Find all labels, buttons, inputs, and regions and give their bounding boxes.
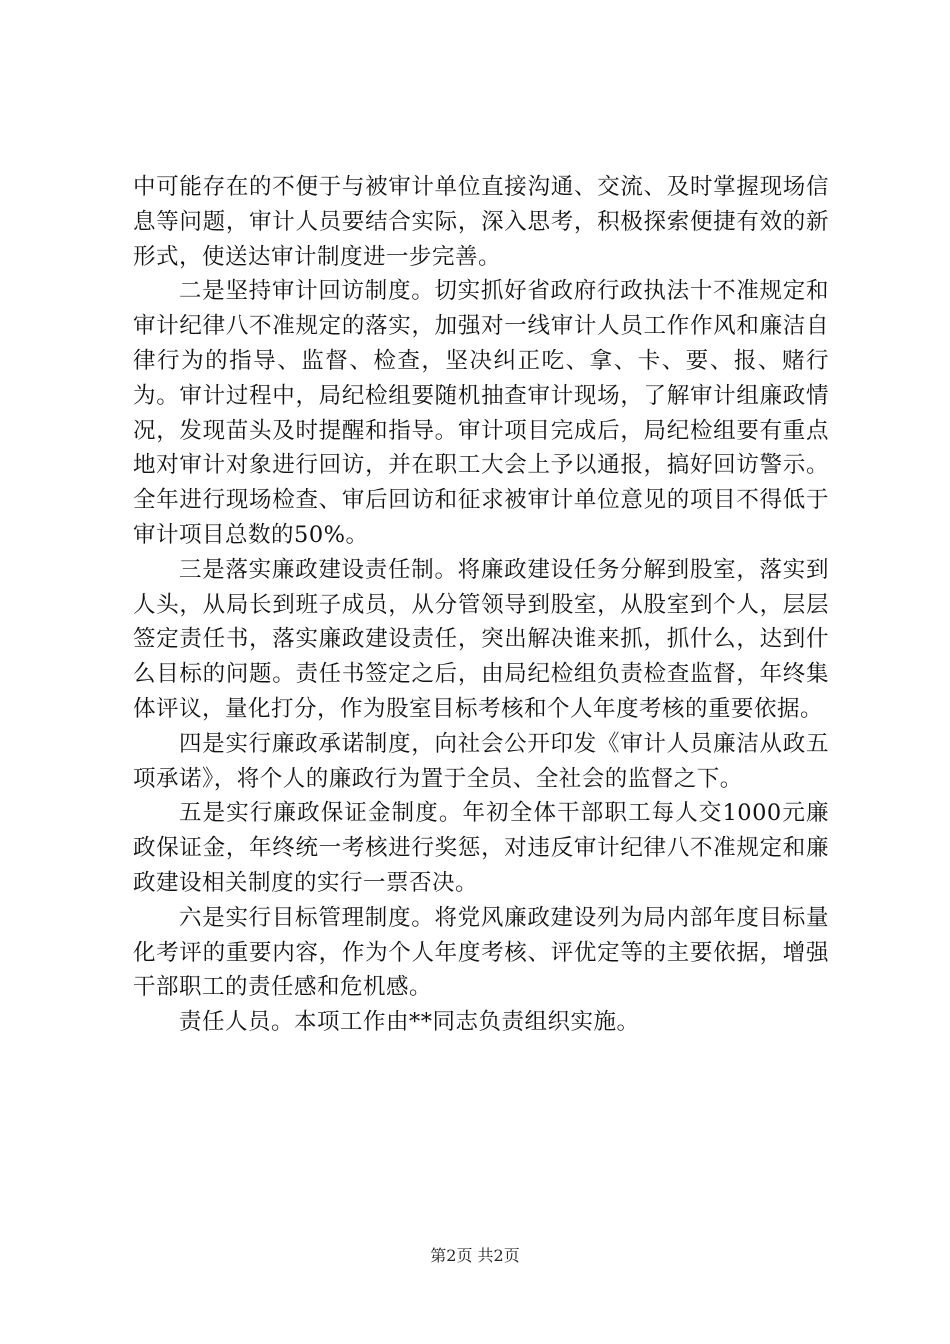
paragraph-responsibility-system: 三是落实廉政建设责任制。将廉政建设任务分解到股室，落实到人头，从局长到班子成员，从分管领导到股室，从股室到个人，层层签定责任书，落实廉政建设责任，突出解决谁来抓，抓什么，达到什么目标的问题。责任书签定之后，由局纪检组负责检查监督，年终集体评议，量化打分，作为股室目标考核和个人年度考核的重要依据。 (133, 556, 829, 722)
document-body (133, 170, 829, 1040)
paragraph-continuation: 中可能存在的不便于与被审计单位直接沟通、交流、及时掌握现场信息等问题，审计人员要结合实际，深入思考，积极探索便捷有效的新形式，使送达审计制度进一步完善。 (133, 174, 829, 270)
paragraph-target-management: 六是实行目标管理制度。将党风廉政建设列为局内部年度目标量化考评的重要内容，作为个人年度考核、评优定等的主要依据，增强干部职工的责任感和危机感。 (133, 904, 829, 1001)
page-number: 第2页 共2页 (430, 1246, 520, 1265)
paragraph-integrity-deposit: 五是实行廉政保证金制度。年初全体干部职工每人交1000元廉政保证金，年终统一考核进行奖惩，对违反审计纪律八不准规定和廉政建设相关制度的实行一票否决。 (133, 800, 829, 896)
paragraph-integrity-pledge: 四是实行廉政承诺制度，向社会公开印发《审计人员廉洁从政五项承诺》，将个人的廉政行为置于全员、全社会的监督之下。 (133, 730, 829, 792)
paragraph-audit-revisit: 二是坚持审计回访制度。切实抓好省政府行政执法十不准规定和审计纪律八不准规定的落实，加强对一线审计人员工作作风和廉洁自律行为的指导、监督、检查，坚决纠正吃、拿、卡、要、报、赌行为。审计过程中，局纪检组要随机抽查审计现场，了解审计组廉政情况，发现苗头及时提醒和指导。审计项目完成后，局纪检组要有重点地对审计对象进行回访，并在职工大会上予以通报，搞好回访警示。全年进行现场检查、审后回访和征求被审计单位意见的项目不得低于审计项目总数的50%。 (133, 278, 829, 548)
paragraph-responsible-person: 责任人员。本项工作由**同志负责组织实施。 (179, 1009, 640, 1036)
